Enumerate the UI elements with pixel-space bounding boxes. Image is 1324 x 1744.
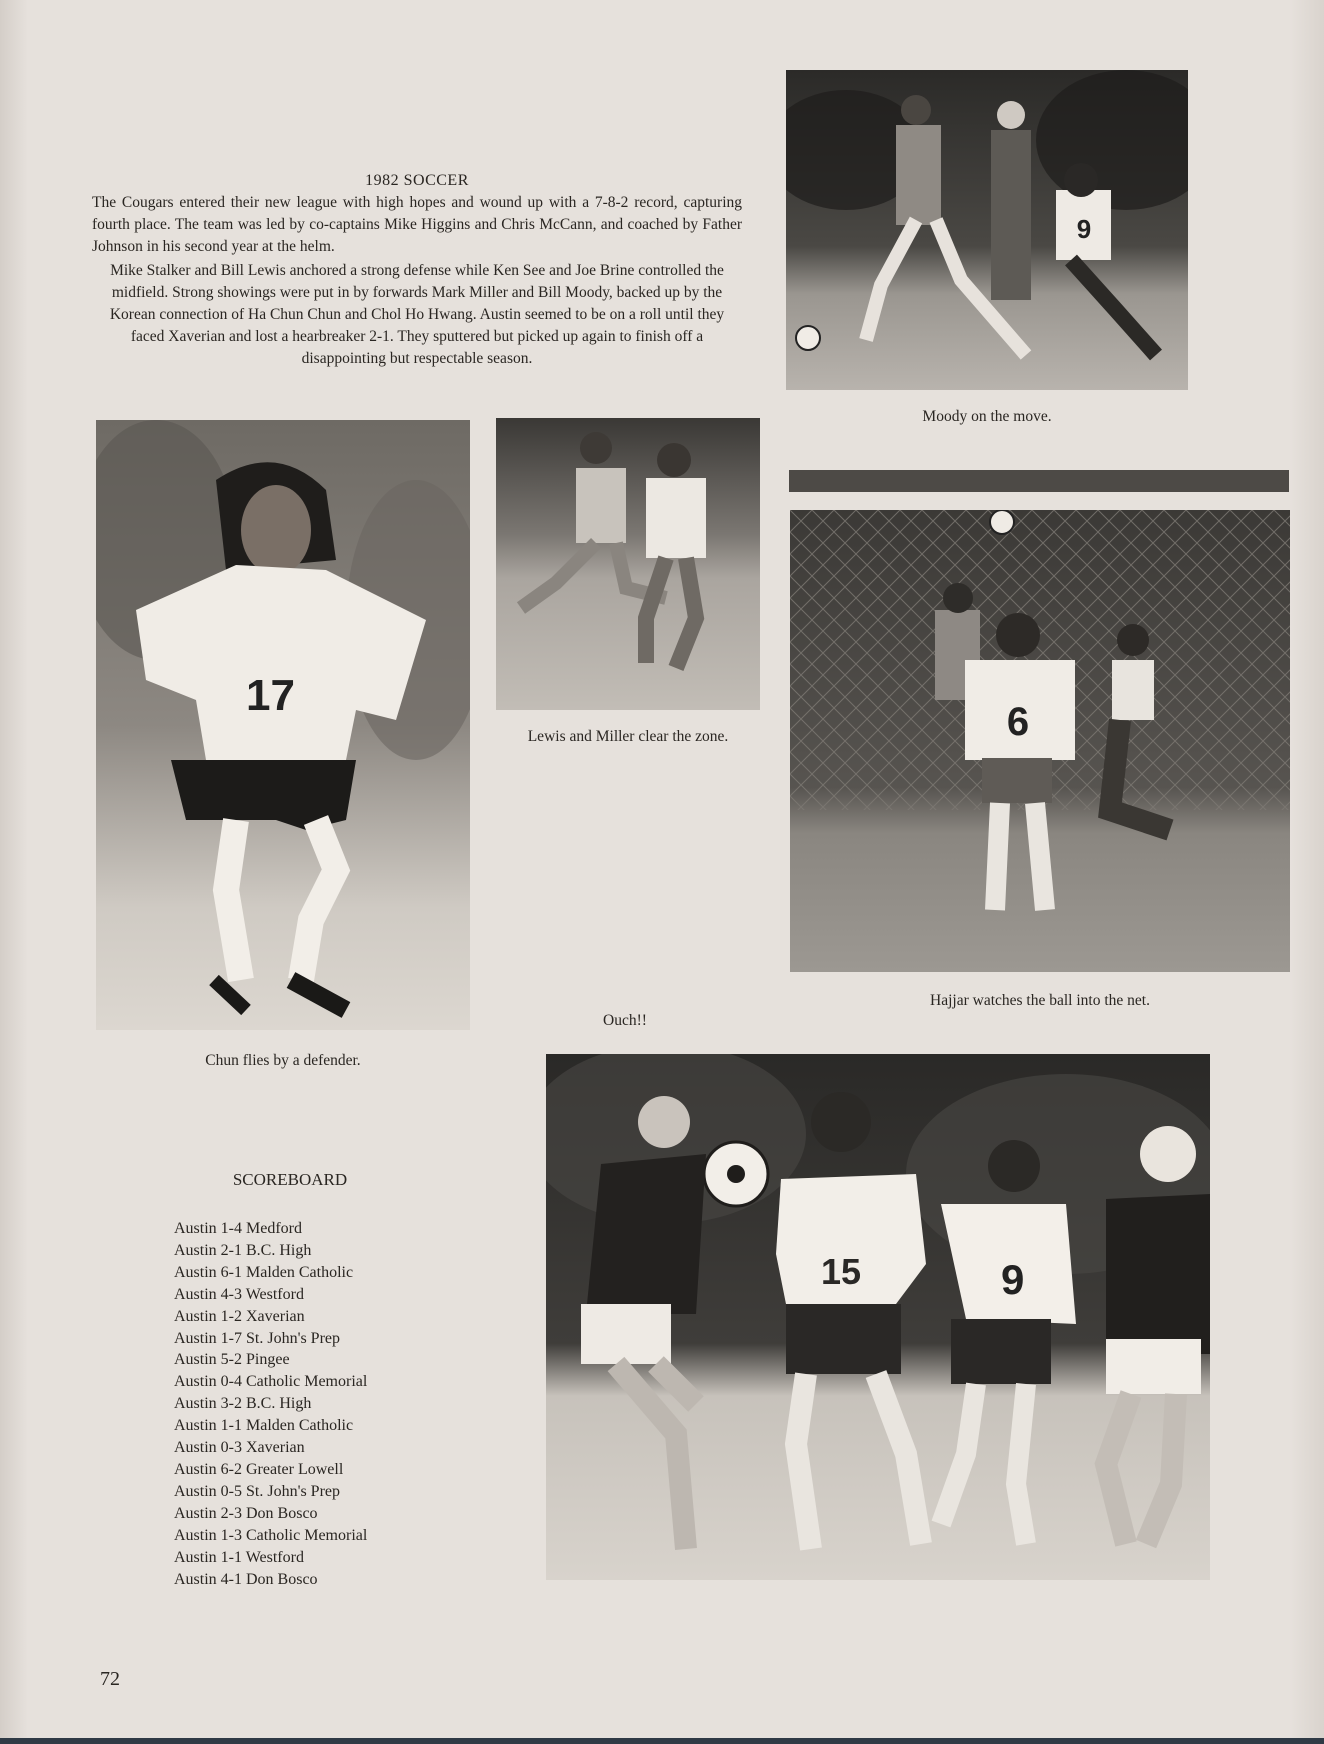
score-row: Austin 6-2 Greater Lowell xyxy=(174,1460,344,1478)
jersey-number: 6 xyxy=(1006,700,1030,744)
score-row: Austin 5-2 Pingee xyxy=(174,1351,290,1369)
article-paragraph-2: Mike Stalker and Bill Lewis anchored a strong defense while Ken See and Joe Brine controlled the midfield. Strong showings were put in by forwards Mark Miller and Bill Moody, backed up by the Korean connection of Ha Chun Chun and Chol Ho Hwang. Austin seemed to be on a roll until they faced Xaverian and lost a hearbreaker 2-1. They sputtered but picked up again to finish off a disappointing but respectable season. xyxy=(109,262,725,367)
caption-chun: Chun flies by a defender. xyxy=(205,1052,361,1069)
score-row: Austin 1-2 Xaverian xyxy=(174,1307,305,1325)
score-row: Austin 4-3 Westford xyxy=(174,1285,304,1303)
score-row: Austin 4-1 Don Bosco xyxy=(174,1570,318,1588)
jersey-number: 17 xyxy=(246,671,295,720)
page-number: 72 xyxy=(100,1668,120,1690)
score-row: Austin 2-1 B.C. High xyxy=(174,1241,312,1259)
score-row: Austin 1-4 Medford xyxy=(174,1220,302,1237)
jersey-number: 15 xyxy=(820,1251,862,1292)
score-row: Austin 0-4 Catholic Memorial xyxy=(174,1373,368,1391)
score-row: Austin 1-1 Malden Catholic xyxy=(174,1417,354,1435)
score-row: Austin 2-3 Don Bosco xyxy=(174,1504,318,1522)
page-gutter-shadow xyxy=(0,0,28,1744)
photo-hajjar-strip xyxy=(789,470,1289,492)
article xyxy=(92,172,742,370)
photo-chun xyxy=(96,420,470,1030)
page-bottom-edge xyxy=(0,1738,1324,1744)
score-row: Austin 6-1 Malden Catholic xyxy=(174,1263,354,1281)
jersey-number: 9 xyxy=(1076,214,1092,244)
score-row: Austin 0-3 Xaverian xyxy=(174,1439,305,1457)
jersey-number: 9 xyxy=(1001,1256,1025,1303)
photo-hajjar xyxy=(790,510,1290,972)
photo-moody-on-the-move xyxy=(786,70,1188,390)
caption-lewis-miller: Lewis and Miller clear the zone. xyxy=(527,728,729,745)
caption-hajjar: Hajjar watches the ball into the net. xyxy=(930,992,1150,1009)
photo-lewis-and-miller xyxy=(496,418,760,710)
score-row: Austin 1-1 Westford xyxy=(174,1548,304,1566)
page-edge-shadow xyxy=(1290,0,1324,1744)
score-row: Austin 1-7 St. John's Prep xyxy=(174,1329,341,1347)
score-row: Austin 3-2 B.C. High xyxy=(174,1395,312,1413)
photo-ouch xyxy=(546,1054,1210,1580)
article-paragraph-1: The Cougars entered their new league with high hopes and wound up with a 7-8-2 record, capturing fourth place. The team was led by co-captains Mike Higgins and Chris McCann, and coached by Father Johnson in his second year at the helm. xyxy=(92,194,742,255)
caption-ouch: Ouch!! xyxy=(603,1012,647,1029)
article-title: 1982 SOCCER xyxy=(365,172,469,189)
caption-moody: Moody on the move. xyxy=(922,408,1052,425)
scoreboard-list xyxy=(174,1218,367,1590)
score-row: Austin 0-5 St. John's Prep xyxy=(174,1482,341,1500)
scoreboard-title: SCOREBOARD xyxy=(232,1170,348,1189)
score-row: Austin 1-3 Catholic Memorial xyxy=(174,1526,368,1544)
